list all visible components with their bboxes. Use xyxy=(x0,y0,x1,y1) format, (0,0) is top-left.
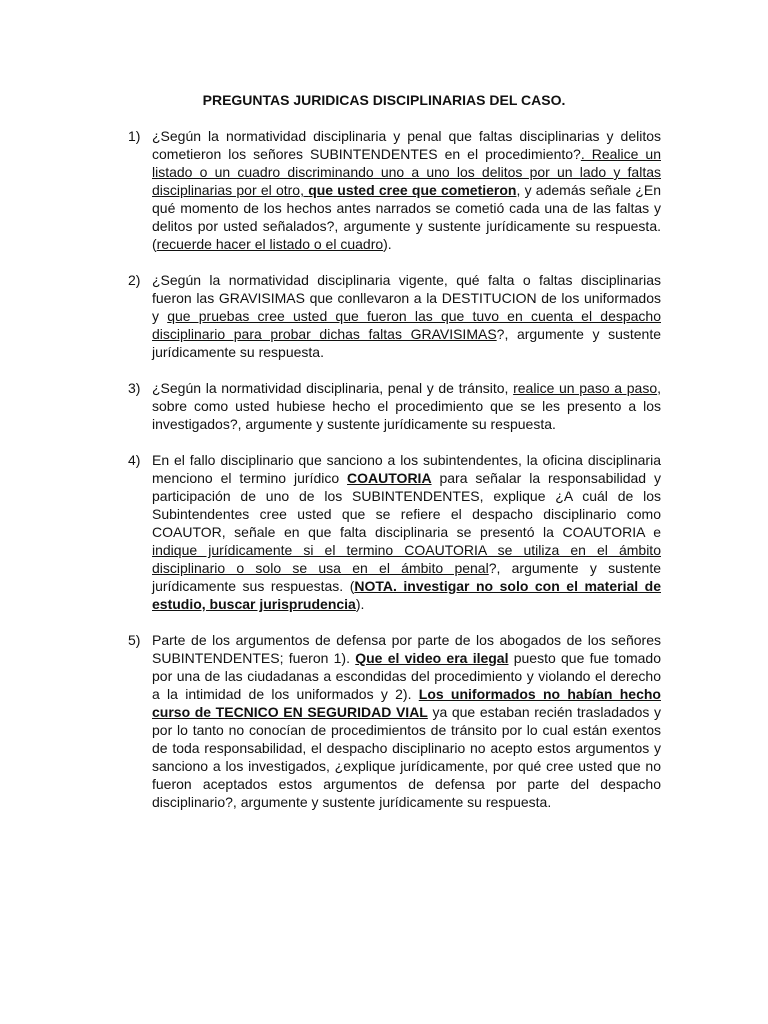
question-text xyxy=(152,379,661,433)
question-text-segment: , y además señale ¿En qué momento de los hechos antes narrados se cometió cada una de las faltas y delitos por usted señalados?, argumente y sustente jurídicamente su respuesta. ( xyxy=(152,182,661,252)
emphasized-text-segment: NOTA. investigar no solo con el material de estudio, buscar jurisprudencia xyxy=(152,578,661,612)
emphasized-text-segment: que usted cree que cometieron xyxy=(308,182,517,198)
question-text-segment: ?, argumente y sustente jurídicamente sus respuestas. ( xyxy=(152,560,661,594)
question-text-segment: ). xyxy=(355,596,365,612)
question-text-segment: , sobre como usted hubiese hecho el procedimiento que se les presento a los investigados?, argumente y sustente jurídicamente su respuesta. xyxy=(152,380,661,432)
question-text-segment: ¿Según la normatividad disciplinaria vigente, qué falta o faltas disciplinarias fueron las GRAVISIMAS que conllevaron a la DESTITUCION de los uniformados y xyxy=(152,272,661,324)
emphasized-text-segment: recuerde hacer el listado o el cuadro xyxy=(156,236,384,252)
question-text xyxy=(152,127,661,253)
emphasized-text-segment: que pruebas cree usted que fueron las que tuvo en cuenta el despacho disciplinario para probar dichas faltas GRAVISIMAS xyxy=(152,308,661,342)
question-item xyxy=(128,379,661,433)
question-text-segment: ). xyxy=(383,236,392,252)
question-item xyxy=(128,631,661,811)
document-title: PREGUNTAS JURIDICAS DISCIPLINARIAS DEL CASO. xyxy=(202,92,566,108)
question-item xyxy=(128,127,661,253)
question-text-segment: puesto que fue tomado por una de las ciudadanas a escondidas del procedimiento y violando el derecho a la intimidad de los uniformados y 2). xyxy=(152,650,662,702)
emphasized-text-segment: indique jurídicamente si el termino COAUTORIA se utiliza en el ámbito disciplinario o solo se usa en el ámbito penal xyxy=(152,542,661,576)
question-number: 3) xyxy=(128,380,141,396)
emphasized-text-segment: COAUTORIA xyxy=(347,470,432,486)
question-number: 2) xyxy=(128,272,141,288)
question-text xyxy=(152,271,661,361)
question-text xyxy=(152,631,661,811)
emphasized-text-segment: Que el video era ilegal xyxy=(355,650,509,666)
question-text-segment: ¿Según la normatividad disciplinaria y penal que faltas disciplinarias y delitos cometieron los señores SUBINTENDENTES en el procedimiento? xyxy=(152,128,661,162)
question-number: 4) xyxy=(128,452,141,468)
question-number: 5) xyxy=(128,632,141,648)
question-text-segment: ?, argumente y sustente jurídicamente su respuesta. xyxy=(152,326,662,360)
question-text-segment: Parte de los argumentos de defensa por parte de los abogados de los señores SUBINTENDENTES; fueron 1). xyxy=(152,632,661,666)
emphasized-text-segment: . Realice un listado o un cuadro discriminando uno a uno los delitos por un lado y faltas disciplinarias por el otro, xyxy=(152,146,661,198)
question-text xyxy=(152,451,661,613)
emphasized-text-segment: realice un paso a paso xyxy=(513,380,658,396)
emphasized-text-segment: Los uniformados no habían hecho curso de TECNICO EN SEGURIDAD VIAL xyxy=(152,686,661,720)
question-item xyxy=(128,271,661,361)
question-text-segment: ya que estaban recién trasladados y por lo tanto no conocían de procedimientos de tránsito por lo cual están exentos de toda responsabilidad, el despacho disciplinario no acepto estos argumentos y sanciono a los investigados, ¿explique jurídicamente, por qué cree usted que no fueron aceptados estos argumentos de defensa por parte del despacho disciplinario?, argumente y sustente jurídicamente su respuesta. xyxy=(152,704,661,810)
question-item xyxy=(128,451,661,613)
question-list xyxy=(128,127,661,829)
question-text-segment: En el fallo disciplinario que sanciono a los subintendentes, la oficina disciplinaria menciono el termino jurídico xyxy=(152,452,661,486)
question-text-segment: para señalar la responsabilidad y participación de uno de los SUBINTENDENTES, explique ¿A cuál de los Subintendentes cree usted que se refiere el despacho disciplinario como COAUTOR, señale en que falta disciplinaria se presentó la COAUTORIA e xyxy=(152,470,661,540)
question-text-segment: ¿Según la normatividad disciplinaria, penal y de tránsito, xyxy=(152,380,514,396)
question-number: 1) xyxy=(128,128,141,144)
